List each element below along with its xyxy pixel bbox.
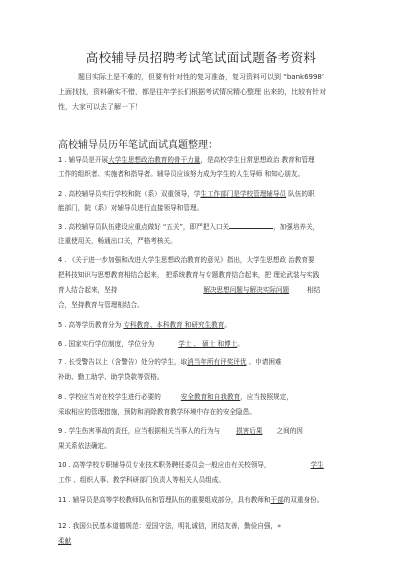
answer-underline: 安全教育和自我教育 bbox=[180, 393, 241, 401]
intro-paragraph bbox=[58, 70, 360, 115]
text: 9 . 学生伤害事故的责任，应当根据相关当事人的行为与 bbox=[58, 427, 221, 435]
question-10 bbox=[58, 459, 324, 469]
text: 相结 bbox=[307, 286, 321, 294]
text: 5 . 高等学历教育分为 bbox=[58, 321, 122, 329]
answer-underline: 大学生思想政治教育的骨干力量 bbox=[108, 156, 201, 164]
answer-underline: 消当年所有评奖评优 bbox=[187, 358, 247, 366]
question-4-cont: 合，坚持教育与管理相结合。 bbox=[58, 301, 144, 309]
answer-underline: 干部 bbox=[270, 496, 284, 504]
question-4-cont bbox=[58, 284, 320, 294]
text: 。 bbox=[224, 321, 231, 329]
text: 的双重身份。 bbox=[283, 496, 324, 504]
text: 队伍的职 bbox=[286, 190, 315, 198]
question-10-cont: 工作 、组织人事、教学科研部门负责人等相关人员组成。 bbox=[58, 476, 225, 484]
text: 。 bbox=[237, 340, 244, 348]
question-11 bbox=[58, 494, 323, 504]
question-1-cont: 工作的组织者、实施者和指导者。辅导员应该努力成为学生的人生导师 和知心朋友。 bbox=[58, 170, 305, 178]
text: 3 . 高校辅导员队伍建设应重点做好 “五关”，即严把入口关 bbox=[58, 223, 230, 231]
answer-underline: 专科教育、本科教育 和研究生教育 bbox=[123, 321, 225, 329]
text: ，加强培养关， bbox=[273, 223, 320, 231]
question-2-cont: 能部门，院（系）对辅导员进行直接领导和管理。 bbox=[58, 204, 204, 212]
answer-underline: 生工作部门是学校管理辅导员 bbox=[200, 190, 287, 198]
question-1 bbox=[58, 154, 315, 164]
text: 1 . 辅导员是开展 bbox=[58, 156, 109, 164]
text: 、申请困难 bbox=[246, 358, 282, 366]
text: 8 . 学校应当对在校学生进行必要的 bbox=[58, 393, 161, 401]
intro-line: 上面找找，资料确实不错，都是往年学长们根据考试情况精心整理 出来的，比较有针对 bbox=[58, 88, 327, 96]
answer-underline: 损害后果 bbox=[236, 427, 263, 435]
answer-underline: 学士 、 硕士 和博士 bbox=[178, 340, 238, 348]
blank-line bbox=[229, 228, 273, 229]
text: 11 . 辅导员是高等学校教师队伍和管理队伍的重要组成部分，具有教师和 bbox=[58, 496, 271, 504]
question-4-cont: 把科技知识与思想教育相结合起来， 把系统教育与专题教育结合起来，把 理论武装与实践 bbox=[58, 271, 320, 279]
text: 2 . 高校辅导员实行学校和院（系）双重领导，学 bbox=[58, 190, 201, 198]
question-3-cont: 注重使用关，畅通出口关，严格考核关。 bbox=[58, 237, 177, 245]
text: 7 . 长受警告以上（含警告）处分的学生，取 bbox=[58, 358, 188, 366]
text: 10 . 高等学校专职辅导员专业技术职务聘任委员会一般应由有关校领导， bbox=[58, 461, 271, 469]
answer-underline: 学生 bbox=[310, 461, 324, 469]
text: ，应当按照规定， bbox=[240, 393, 293, 401]
intro-line: 性，大家可以去了解一下！ bbox=[58, 103, 142, 111]
question-8 bbox=[58, 391, 293, 401]
question-4: 4 . 《关于进一步加强和改进大学生思想政治教育的意见》指出，大学生思想政 治教育要 bbox=[58, 256, 315, 264]
page-title: 高校辅导员招聘考试笔试面试题备考资料 bbox=[85, 50, 317, 65]
text: 6 . 国家实行学位制度，学位分为 bbox=[58, 340, 155, 348]
text: 之间的因 bbox=[276, 427, 303, 435]
answer-underline: 解决思想问题与解决实际问题 bbox=[203, 286, 290, 294]
text: ，是高校学生日常思想政治 教育和管理 bbox=[200, 156, 315, 164]
question-6 bbox=[58, 338, 244, 348]
question-5 bbox=[58, 319, 231, 329]
question-8-cont: 采取相应的管理措施，预防和消除教育教学环境中存在的安全隐患。 bbox=[58, 408, 256, 416]
section-heading: 高校辅导员历年笔试面试真题整理： bbox=[58, 140, 218, 151]
intro-line: 题目实际上是不难的，但要有针对性的复习准备，复习资料可以到 “bank6998’ bbox=[78, 73, 325, 81]
question-9-cont: 果关系依法确定。 bbox=[58, 442, 111, 450]
answer-underline: 柔献 bbox=[58, 537, 72, 545]
question-7 bbox=[58, 356, 282, 366]
question-9 bbox=[58, 425, 303, 435]
question-3 bbox=[58, 221, 319, 231]
text: 育人结合起来，坚持 bbox=[58, 286, 118, 294]
question-2 bbox=[58, 188, 315, 198]
question-7-cont: 补助、勤工助学、助学贷款等资格。 bbox=[58, 373, 164, 381]
question-12: 12 . 我国公民基本道德规范：爱国守法，明礼诚信，团结友善，勤俭自强，» bbox=[58, 522, 282, 530]
